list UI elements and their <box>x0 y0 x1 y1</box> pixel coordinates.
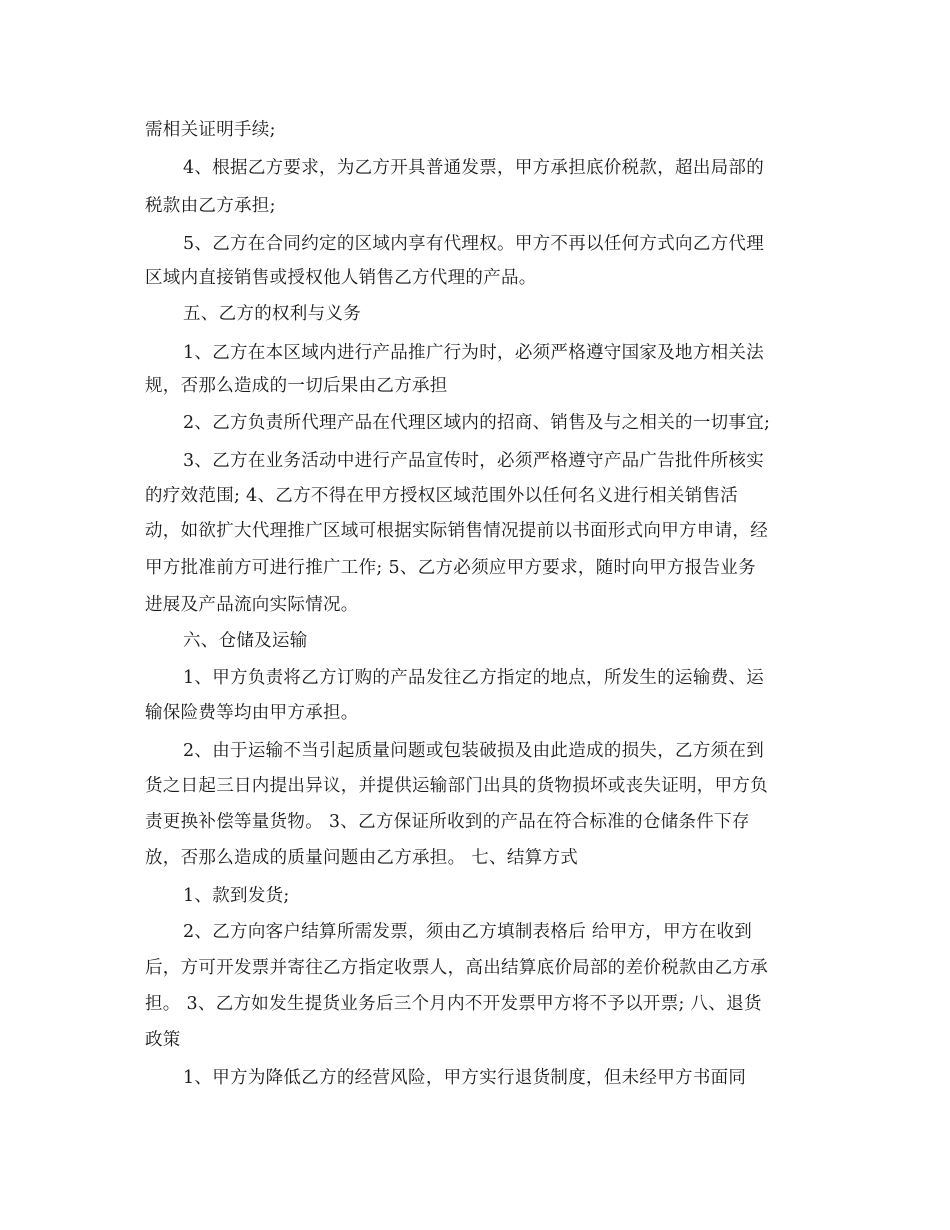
text-line: 甲方批准前方可进行推广工作; 5、乙方必须应甲方要求，随时向甲方报告业务 <box>145 558 756 578</box>
text-line: 4、根据乙方要求，为乙方开具普通发票，甲方承担底价税款，超出局部的 <box>183 158 765 178</box>
section-heading: 六、仓储及运输 <box>183 631 308 651</box>
text-line: 担。 3、乙方如发生提货业务后三个月内不开发票甲方将不予以开票; 八、退货 <box>145 994 762 1014</box>
text-line: 政策 <box>145 1030 181 1050</box>
text-line: 2、乙方负责所代理产品在代理区域内的招商、销售及与之相关的一切事宜; <box>183 413 771 433</box>
text-line: 1、甲方负责将乙方订购的产品发往乙方指定的地点，所发生的运输费、运 <box>183 668 765 688</box>
text-line: 货之日起三日内提出异议，并提供运输部门出具的货物损坏或丧失证明，甲方负 <box>145 776 768 796</box>
text-line: 的疗效范围; 4、乙方不得在甲方授权区域范围外以任何名义进行相关销售活 <box>145 486 739 506</box>
text-line: 2、乙方向客户结算所需发票，须由乙方填制表格后 给甲方，甲方在收到 <box>183 922 753 942</box>
text-line: 进展及产品流向实际情况。 <box>145 595 359 615</box>
text-line: 2、由于运输不当引起质量问题或包装破损及由此造成的损失，乙方须在到 <box>183 741 765 761</box>
text-line: 输保险费等均由甲方承担。 <box>145 703 359 723</box>
text-line: 税款由乙方承担; <box>145 196 276 216</box>
text-line: 区域内直接销售或授权他人销售乙方代理的产品。 <box>145 268 537 288</box>
text-line: 1、乙方在本区域内进行产品推广行为时，必须严格遵守国家及地方相关法 <box>183 343 765 363</box>
text-line: 动，如欲扩大代理推广区域可根据实际销售情况提前以书面形式向甲方申请，经 <box>145 521 768 541</box>
text-line: 5、乙方在合同约定的区域内享有代理权。甲方不再以任何方式向乙方代理 <box>183 234 765 254</box>
text-line: 1、甲方为降低乙方的经营风险，甲方实行退货制度，但未经甲方书面同 <box>183 1068 747 1088</box>
text-line: 需相关证明手续; <box>145 120 276 140</box>
text-line: 规，否那么造成的一切后果由乙方承担 <box>145 376 448 396</box>
text-line: 后，方可开发票并寄往乙方指定收票人，高出结算底价局部的差价税款由乙方承 <box>145 958 768 978</box>
section-heading: 五、乙方的权利与义务 <box>183 304 361 324</box>
text-line: 3、乙方在业务活动中进行产品宣传时，必须严格遵守产品广告批件所核实 <box>183 451 765 471</box>
text-line: 1、款到发货; <box>183 886 290 906</box>
text-line: 责更换补偿等量货物。 3、乙方保证所收到的产品在符合标准的仓储条件下存 <box>145 812 750 832</box>
text-line: 放，否那么造成的质量问题由乙方承担。 七、结算方式 <box>145 848 579 868</box>
